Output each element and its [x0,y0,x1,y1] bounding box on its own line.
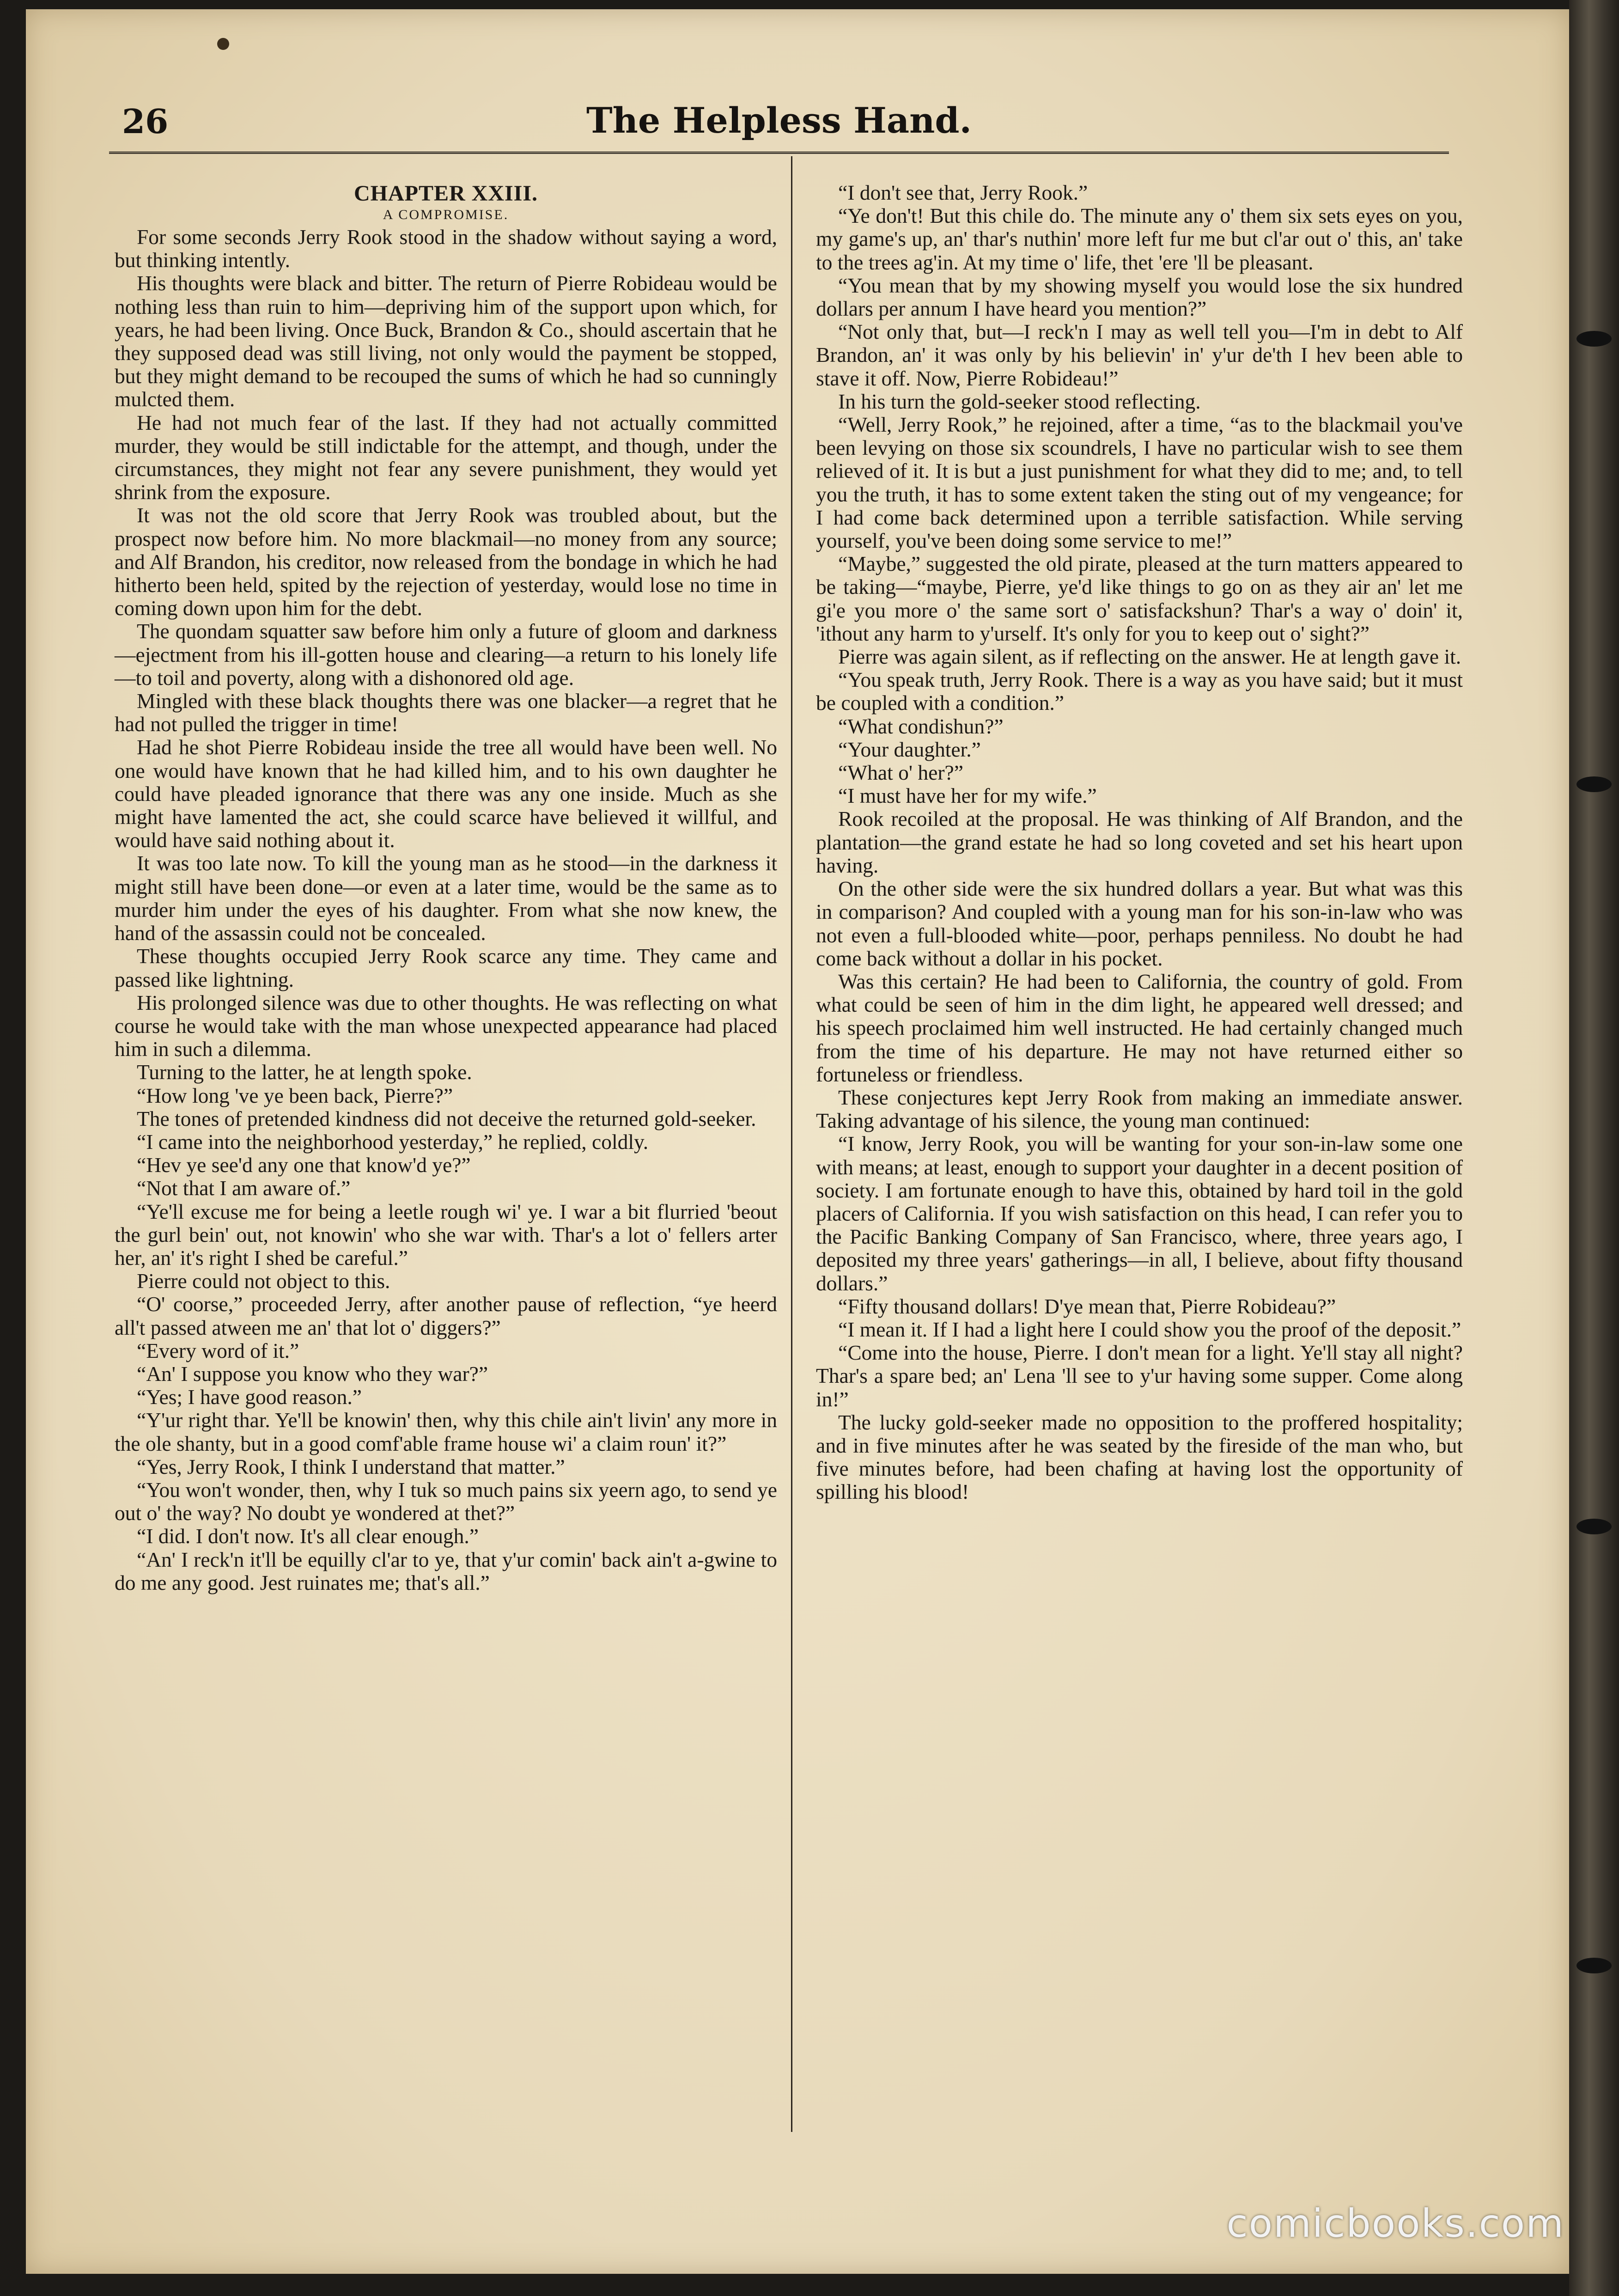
paragraph: “O' coorse,” proceeded Jerry, after another pause of reflection, “ye heerd all't passed atween me an' that lot o' diggers?” [115,1292,777,1339]
paragraph: “Every word of it.” [137,1338,299,1362]
paragraph: His thoughts were black and bitter. The return of Pierre Robideau would be nothing less than ruin to him—depriving him of the support upon which, for years, he had been living. Once Buck, Brandon & Co., should ascertain that he they supposed dead was still living, not only would the payment be stopped, but they might demand to be recouped the sums of which he had so cunningly mulcted them. [115,271,777,411]
paragraph: Pierre could not object to this. [137,1269,390,1293]
paragraph: Turning to the latter, he at length spoke. [137,1060,472,1084]
paragraph: In his turn the gold-seeker stood reflecting. [838,389,1201,413]
paragraph: On the other side were the six hundred dollars a year. But what was this in comparison? And coupled with a young man for his son-in-law who was not even a full-blooded white—poor, perhaps penniless. No doubt he had come back without a dollar in his pocket. [816,877,1463,970]
running-title: The Helpless Hand. [586,100,972,141]
right-column [816,181,1463,1504]
paragraph: “Not that I am aware of.” [137,1176,351,1200]
paragraph: “Fifty thousand dollars! D'ye mean that, Pierre Robideau?” [838,1294,1336,1318]
paragraph: These thoughts occupied Jerry Rook scarce any time. They came and passed like lightning. [115,944,777,991]
paragraph: “Well, Jerry Rook,” he rejoined, after a time, “as to the blackmail you've been levying on those six scoundrels, I have no particular wish to see them relieved of it. It is but a just punishment for what they did to me; and, to tell you the truth, it has to some extent taken the sting out of my vengeance; for I had come back determined upon a terrible satisfaction. While serving yourself, you've been doing some service to me!” [816,413,1463,553]
paragraph: It was too late now. To kill the young man as he stood—in the darkness it might still have been done—or even at a later time, would be the same as to murder him under the eyes of his daughter. From what she now knew, the hand of the assassin could not be concealed. [115,851,777,945]
paragraph: “You speak truth, Jerry Rook. There is a way as you have said; but it must be coupled with a condition.” [816,668,1463,715]
paragraph: “Not only that, but—I reck'n I may as well tell you—I'm in debt to Alf Brandon, an' it was only by his believin' in' y'ur de'th I hev been able to stave it off. Now, Pierre Robideau!” [816,320,1463,390]
paragraph: “Yes, Jerry Rook, I think I understand that matter.” [137,1454,565,1478]
pin-hole [217,38,229,50]
paragraph: “I know, Jerry Rook, you will be wanting for your son-in-law some one with means; at least, enough to support your daughter in a decent position of society. I am fortunate enough to have this, obtained by hard toil in the gold placers of California. If you wish satisfaction on this head, I can refer you to the Pacific Banking Company of San Francisco, where, three years ago, I deposited my three years' gatherings—in all, I believe, about fifty thousand dollars.” [816,1132,1463,1295]
chapter-subtitle: A COMPROMISE. [383,207,509,222]
paragraph: These conjectures kept Jerry Rook from making an immediate answer. Taking advantage of his silence, the young man continued: [816,1085,1463,1133]
paragraph: “What condishun?” [838,714,1004,738]
paragraph: Was this certain? He had been to California, the country of gold. From what could be seen of him in the dim light, he appeared well dressed; and his speech proclaimed him well instructed. He had certainly changed much from the time of his departure. He may not have returned either so fortuneless or friendless. [816,969,1463,1086]
paragraph: “Hev ye see'd any one that know'd ye?” [137,1153,471,1177]
paragraph: The lucky gold-seeker made no opposition to the proffered hospitality; and in five minutes after he was seated by the fireside of the man who, but five minutes before, had been chafing at having lost the opportunity of spilling his blood! [816,1410,1463,1504]
paragraph: “I did. I don't now. It's all clear enough.” [137,1524,479,1548]
paragraph: His prolonged silence was due to other thoughts. He was reflecting on what course he would take with the man whose unexpected appearance had placed him in such a dilemma. [115,990,777,1061]
chapter-title: CHAPTER XXIII. [353,181,538,206]
paragraph: “I mean it. If I had a light here I could show you the proof of the deposit.” [838,1317,1461,1341]
paragraph: “I came into the neighborhood yesterday,” he replied, coldly. [137,1130,649,1154]
paragraph: “You mean that by my showing myself you would lose the six hundred dollars per annum I have heard you mention?” [816,273,1463,321]
paragraph: “How long 've ye been back, Pierre?” [137,1083,453,1107]
binding-ring [1576,776,1612,792]
left-column [115,181,777,1594]
paragraph: “I must have her for my wife.” [838,784,1097,808]
paragraph: Mingled with these black thoughts there was one blacker—a regret that he had not pulled the trigger in time! [115,689,777,736]
paragraph: For some seconds Jerry Rook stood in the shadow without saying a word, but thinking intently. [115,225,777,272]
binding-ring [1576,1519,1612,1534]
paragraph: Had he shot Pierre Robideau inside the tree all would have been well. No one would have known that he had killed him, and to his own daughter he could have pleaded ignorance that there was any one inside. Much as she might have lamented the act, she could scarce have believed it willful, and would have said nothing about it. [115,735,777,852]
page-number: 26 [122,102,169,141]
right-column-text [816,181,1463,1504]
column-divider [791,156,792,2132]
binding-ring [1576,1958,1612,1973]
paragraph: The quondam squatter saw before him only a future of gloom and darkness—ejectment from his ill-gotten house and clearing—a return to his lonely life—to toil and poverty, along with a dishonored old age. [115,619,777,690]
paragraph: Pierre was again silent, as if reflecting on the answer. He at length gave it. [838,645,1461,669]
paragraph: It was not the old score that Jerry Rook was troubled about, but the prospect now before him. No more blackmail—no money from any source; and Alf Brandon, his creditor, now released from the bondage in which he had hitherto been held, spited by the rejection of yesterday, would lose no time in coming down upon him for the debt. [115,503,777,620]
paragraph: The tones of pretended kindness did not deceive the returned gold-seeker. [137,1106,756,1130]
running-header [109,91,1449,146]
paragraph: “Yes; I have good reason.” [137,1385,362,1409]
binding-ring [1576,331,1612,347]
paragraph: Rook recoiled at the proposal. He was thinking of Alf Brandon, and the plantation—the grand estate he had so long coveted and set his heart upon having. [816,807,1463,877]
paragraph: “Ye don't! But this chile do. The minute any o' them six sets eyes on you, my game's up, an' thar's nuthin' more left fur me but cl'ar out o' this, an' take to the trees ag'in. At my time o' life, thet 'ere 'll be pleasant. [816,204,1463,274]
paragraph: “An' I reck'n it'll be equilly cl'ar to ye, that y'ur comin' back ain't a-gwine to do me any good. Jest ruinates me; that's all.” [115,1547,777,1594]
paragraph: “Ye'll excuse me for being a leetle rough wi' ye. I war a bit flurried 'beout the gurl bein' out, not knowin' who she war with. Thar's a lot o' fellers arter her, an' it's right I shed be careful.” [115,1199,777,1270]
paragraph: “Come into the house, Pierre. I don't mean for a light. Ye'll stay all night? Thar's a spare bed; an' Lena 'll see to y'ur having some supper. Come along in!” [816,1341,1463,1411]
paragraph: “I don't see that, Jerry Rook.” [838,181,1088,204]
watermark: comicbooks.com [1226,2201,1564,2246]
paragraph: He had not much fear of the last. If they had not actually committed murder, they would be still indictable for the attempt, and though, under the circumstances, they might not fear any severe punishment, they would yet shrink from the exposure. [115,410,777,504]
paragraph: “An' I suppose you know who they war?” [137,1362,488,1386]
paragraph: “You won't wonder, then, why I tuk so much pains six yeern ago, to send ye out o' the way? No doubt ye wondered at thet?” [115,1478,777,1525]
paragraph: “Y'ur right thar. Ye'll be knowin' then, why this chile ain't livin' any more in the ole shanty, but in a good comf'able frame house wi' a claim roun' it?” [115,1408,777,1455]
left-column-text [115,226,777,1594]
header-rule [109,152,1449,154]
paragraph: “What o' her?” [838,761,963,785]
paragraph: “Your daughter.” [838,737,981,761]
page-edge-binding [1569,0,1619,2296]
paragraph: “Maybe,” suggested the old pirate, pleased at the turn matters appeared to be taking—“maybe, Pierre, ye'd like things to go on as they air an' let me gi'e you more o' the same sort o' satisfackshun? Thar's a way o' doin' it, 'ithout any harm to y'urself. It's only for you to keep out o' sight?” [816,552,1463,645]
